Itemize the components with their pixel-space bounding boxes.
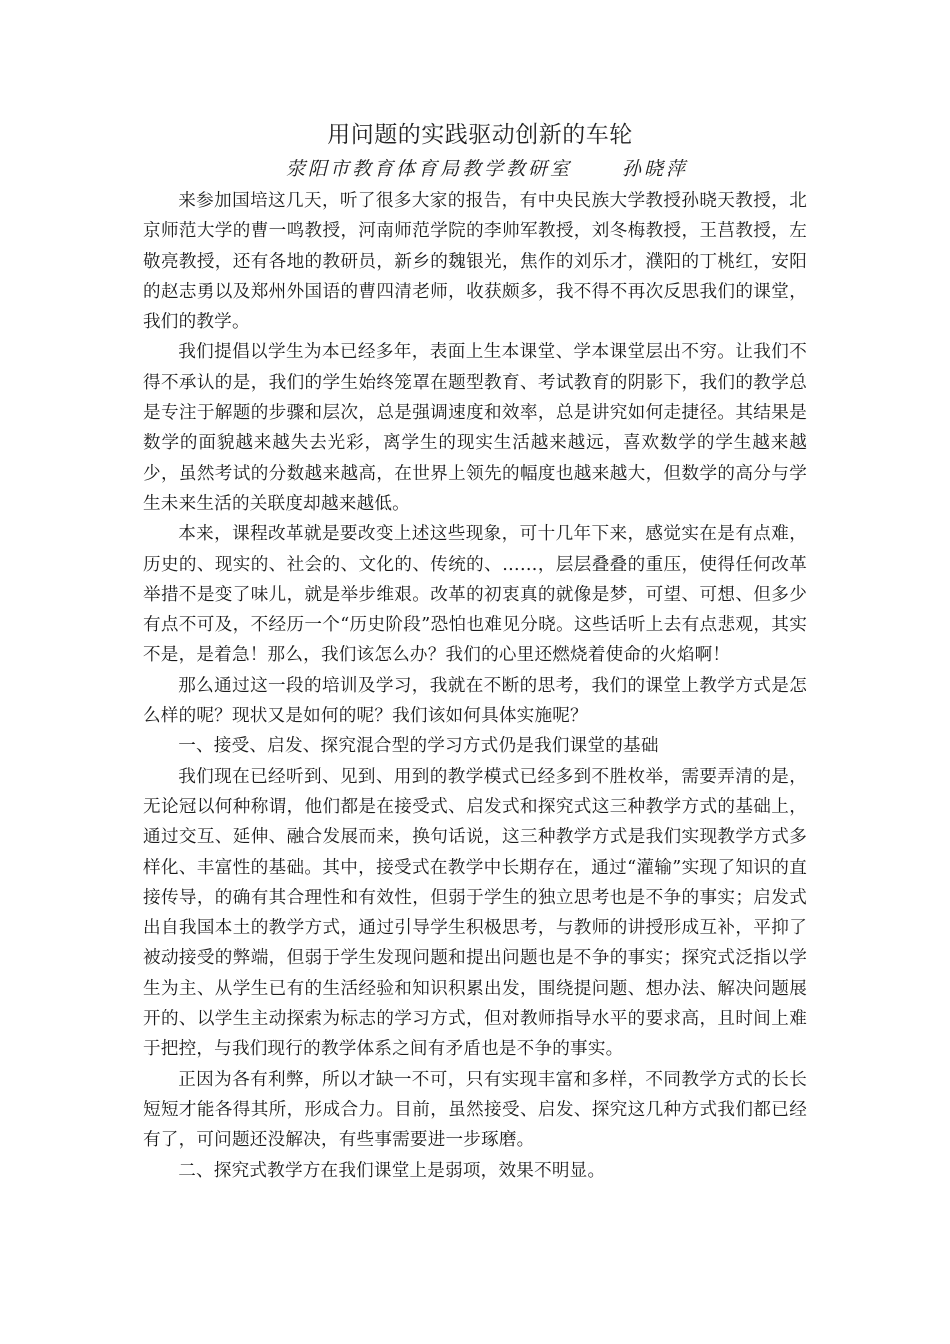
section-heading-2: 二、探究式教学方在我们课堂上是弱项，效果不明显。: [178, 1160, 606, 1181]
document-title: 用问题的实践驱动创新的车轮: [327, 122, 633, 148]
section-heading-1: 一、接受、启发、探究混合型的学习方式仍是我们课堂的基础: [178, 736, 659, 757]
paragraph: 那么通过这一段的培训及学习，我就在不断的思考，我们的课堂上教学方式是怎么样的呢？现状又是如何的呢？我们该如何具体实施呢？: [143, 675, 807, 727]
paragraph: 本来，课程改革就是要改变上述这些现象，可十几年下来，感觉实在是有点难，历史的、现实的、社会的、文化的、传统的、……，层层叠叠的重压，使得任何改革举措不是变了味儿，就是举步维艰。改革的初衷真的就像是梦，可望、可想、但多少有点不可及，不经历一个“历史阶段”恐怕也难见分晓。这些话听上去有点悲观，其实不是，是着急！那么，我们该怎么办？我们的心里还燃烧着使命的火焰啊！: [143, 524, 807, 666]
author-name: 孙晓萍: [622, 158, 689, 180]
paragraph: 正因为各有利弊，所以才缺一不可，只有实现丰富和多样，不同教学方式的长长短短才能各得其所，形成合力。目前，虽然接受、启发、探究这几种方式我们都已经有了，可问题还没解决，有些事需要进一步琢磨。: [143, 1069, 807, 1151]
author-organization: 荥阳市教育体育局教学教研室: [285, 158, 572, 180]
document-page: [143, 118, 807, 1186]
paragraph: 我们提倡以学生为本已经多年，表面上生本课堂、学本课堂层出不穷。让我们不得不承认的是，我们的学生始终笼罩在题型教育、考试教育的阴影下，我们的教学总是专注于解题的步骤和层次，总是强调速度和效率，总是讲究如何走捷径。其结果是数学的面貌越来越失去光彩，离学生的现实生活越来越远，喜欢数学的学生越来越少，虽然考试的分数越来越高，在世界上领先的幅度也越来越大，但数学的高分与学生未来生活的关联度却越来越低。: [143, 342, 807, 514]
byline: [143, 154, 807, 184]
paragraph: 来参加国培这几天，听了很多大家的报告，有中央民族大学教授孙晓天教授，北京师范大学的曹一鸣教授，河南师范学院的李帅军教授，刘冬梅教授，王莒教授，左敬亮教授，还有各地的教研员，新乡的魏银光，焦作的刘乐才，濮阳的丁桃红，安阳的赵志勇以及郑州外国语的曹四清老师，收获颇多，我不得不再次反思我们的课堂，我们的教学。: [143, 191, 807, 333]
paragraph: 我们现在已经听到、见到、用到的教学模式已经多到不胜枚举，需要弄清的是，无论冠以何种称谓，他们都是在接受式、启发式和探究式这三种教学方式的基础上，通过交互、延伸、融合发展而来，换句话说，这三种教学方式是我们实现教学方式多样化、丰富性的基础。其中，接受式在教学中长期存在，通过“灌输”实现了知识的直接传导，的确有其合理性和有效性，但弱于学生的独立思考也是不争的事实；启发式出自我国本土的教学方式，通过引导学生积极思考，与教师的讲授形成互补，平抑了被动接受的弊端，但弱于学生发现问题和提出问题也是不争的事实；探究式泛指以学生为主、从学生已有的生活经验和知识积累出发，围绕提问题、想办法、解决问题展开的、以学生主动探索为标志的学习方式，但对教师指导水平的要求高，且时间上难于把控，与我们现行的教学体系之间有矛盾也是不争的事实。: [143, 766, 807, 1060]
